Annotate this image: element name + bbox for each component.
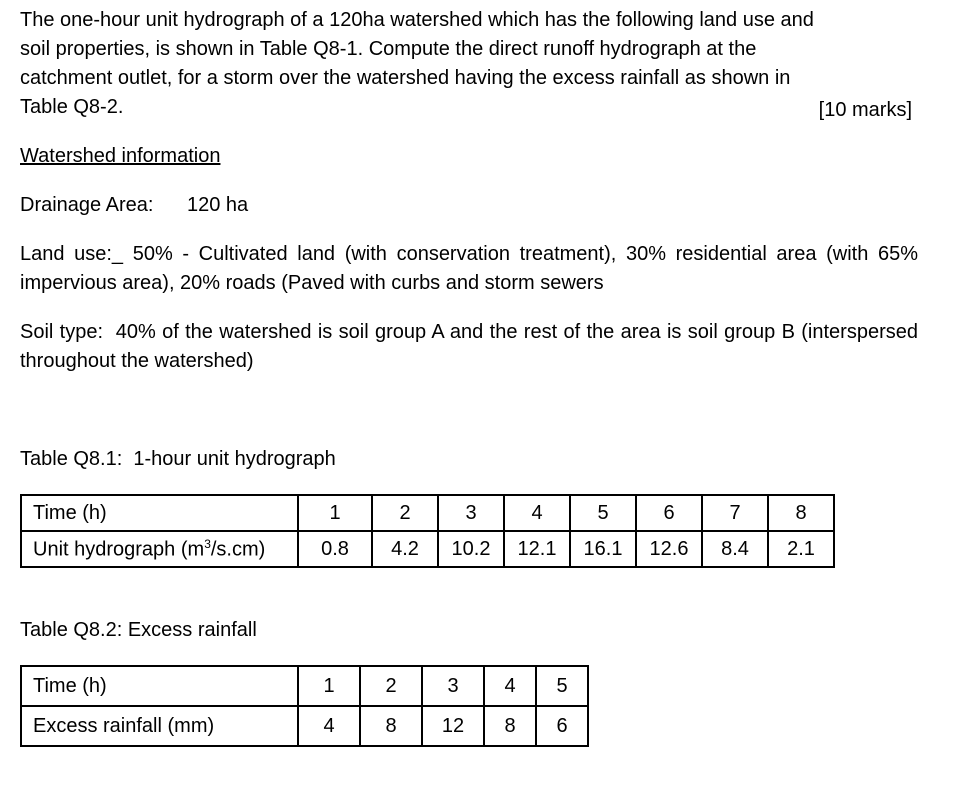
table-cell: 8: [360, 706, 422, 746]
drainage-area: [20, 191, 920, 220]
table-cell: 4: [298, 706, 360, 746]
table2-caption: Table Q8.2: Excess rainfall: [20, 619, 257, 641]
table2-excess-rainfall-label: Excess rainfall (mm): [21, 706, 298, 746]
document-page: [20, 6, 924, 747]
table-row: [21, 706, 588, 746]
table-cell: 12.6: [636, 531, 702, 567]
table-cell: 2: [372, 495, 438, 531]
table1-caption: Table Q8.1: 1-hour unit hydrograph: [20, 448, 336, 470]
table-cell: 8: [768, 495, 834, 531]
table-cell: 3: [438, 495, 504, 531]
table-cell: 2.1: [768, 531, 834, 567]
drainage-area-label: Drainage Area:: [20, 194, 154, 216]
marks-label: [10 marks]: [818, 99, 912, 121]
land-use-text: Land use:_ 50% - Cultivated land (with conservation treatment), 30% residential area (with 65% impervious area), 20% roads (Paved with curbs and storm sewers: [20, 243, 918, 294]
table-cell: 4: [484, 666, 536, 706]
question-line-4: Table Q8-2.: [20, 96, 124, 118]
table-cell: 6: [536, 706, 588, 746]
table-cell: 12: [422, 706, 484, 746]
table-row: [21, 495, 834, 531]
uh-label-main: Unit hydrograph (m: [33, 538, 205, 561]
table-cell: 5: [536, 666, 588, 706]
table-cell: 5: [570, 495, 636, 531]
table-cell: 6: [636, 495, 702, 531]
table-cell: 1: [298, 495, 372, 531]
table-cell: 7: [702, 495, 768, 531]
question-line-3: catchment outlet, for a storm over the watershed having the excess rainfall as shown in: [20, 67, 791, 89]
uh-label-end: /s.cm): [210, 538, 266, 561]
table2-time-label: Time (h): [21, 666, 298, 706]
table-cell: 12.1: [504, 531, 570, 567]
table-row: [21, 531, 834, 567]
question-line-1: The one-hour unit hydrograph of a 120ha watershed which has the following land use and: [20, 9, 814, 31]
table-cell: 10.2: [438, 531, 504, 567]
table-cell: 2: [360, 666, 422, 706]
table1-unit-hydrograph-label: [21, 531, 298, 567]
drainage-area-value: 120 ha: [186, 194, 249, 216]
question-line-2: soil properties, is shown in Table Q8-1. Compute the direct runoff hydrograph at the: [20, 38, 757, 60]
table-cell: 3: [422, 666, 484, 706]
table-cell: 0.8: [298, 531, 372, 567]
table1-time-label: Time (h): [21, 495, 298, 531]
table-cell: 4.2: [372, 531, 438, 567]
table-cell: 8.4: [702, 531, 768, 567]
unit-hydrograph-table: [20, 494, 835, 568]
table-cell: 4: [504, 495, 570, 531]
soil-type-text: Soil type: 40% of the watershed is soil group A and the rest of the area is soil group B (interspersed throughout the watershed): [20, 321, 924, 372]
table-row: [21, 666, 588, 706]
question-text: [20, 6, 920, 122]
table-cell: 16.1: [570, 531, 636, 567]
table-cell: 8: [484, 706, 536, 746]
table-cell: 1: [298, 666, 360, 706]
watershed-heading: Watershed information: [20, 145, 221, 167]
uh-label-sup: 3: [204, 536, 211, 551]
excess-rainfall-table: [20, 665, 589, 747]
